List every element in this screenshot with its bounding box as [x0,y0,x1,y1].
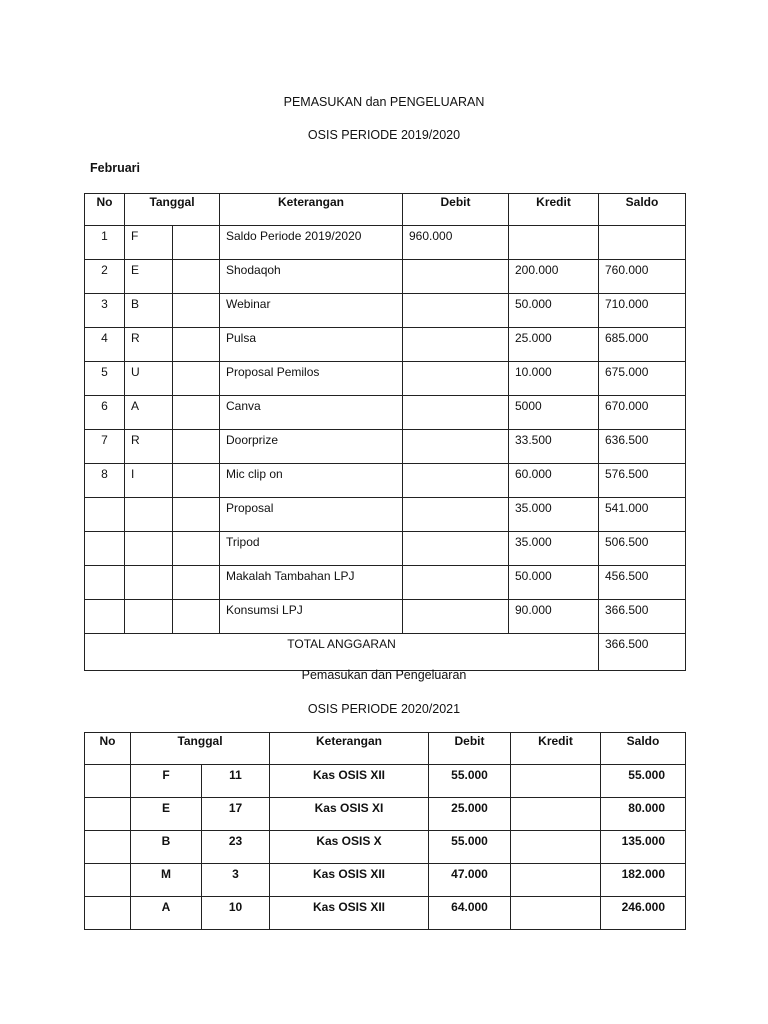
cell-saldo: 670.000 [599,396,686,430]
cell-tanggal-1: F [125,226,173,260]
cell-kredit: 35.000 [509,498,599,532]
cell-keterangan: Kas OSIS X [270,831,429,864]
cell-kredit: 50.000 [509,566,599,600]
cell-saldo: 55.000 [601,765,686,798]
cell-kredit: 35.000 [509,532,599,566]
cell-saldo: 576.500 [599,464,686,498]
cell-debit: 25.000 [429,798,511,831]
cell-debit [403,430,509,464]
cell-keterangan: Konsumsi LPJ [220,600,403,634]
cell-tanggal-2 [173,328,220,362]
cell-tanggal-2 [173,464,220,498]
section1-subtitle: OSIS PERIODE 2019/2020 [307,128,461,142]
cell-keterangan: Mic clip on [220,464,403,498]
cell-no [85,498,125,532]
cell-kredit [511,831,601,864]
cell-keterangan: Kas OSIS XI [270,798,429,831]
table-row [85,897,686,930]
cell-saldo: 80.000 [601,798,686,831]
table-row [85,765,686,798]
section2-subtitle: OSIS PERIODE 2020/2021 [307,702,461,716]
cell-saldo: 366.500 [599,600,686,634]
cell-saldo [599,226,686,260]
cell-debit: 960.000 [403,226,509,260]
cell-keterangan: Shodaqoh [220,260,403,294]
cell-tanggal-1: B [125,294,173,328]
cell-tanggal-1: F [131,765,202,798]
cell-tanggal-1: M [131,864,202,897]
cell-no: 1 [85,226,125,260]
cell-tanggal-1: U [125,362,173,396]
cell-tanggal-1: R [125,328,173,362]
cell-keterangan: Kas OSIS XII [270,765,429,798]
cell-saldo: 456.500 [599,566,686,600]
cell-tanggal-2: 17 [202,798,270,831]
cell-tanggal-2: 23 [202,831,270,864]
cell-tanggal-1: R [125,430,173,464]
cell-tanggal-2: 10 [202,897,270,930]
cell-tanggal-2 [173,566,220,600]
section1-title: PEMASUKAN dan PENGELUARAN [283,95,485,109]
table-row [85,532,686,566]
cell-tanggal-2 [173,532,220,566]
cell-no: 8 [85,464,125,498]
cell-debit [403,498,509,532]
cell-saldo: 685.000 [599,328,686,362]
cell-no [85,831,131,864]
table-row [85,798,686,831]
cell-kredit [511,864,601,897]
cell-no: 5 [85,362,125,396]
cell-tanggal-1 [125,532,173,566]
cell-debit [403,362,509,396]
month-label: Februari [90,161,141,175]
cell-debit [403,328,509,362]
table-row [85,294,686,328]
table-row [85,328,686,362]
cell-saldo: 506.500 [599,532,686,566]
table-header-row [85,194,686,226]
cell-keterangan: Doorprize [220,430,403,464]
cell-no [85,566,125,600]
cell-kredit: 25.000 [509,328,599,362]
header-kredit: Kredit [509,194,599,226]
cell-no [85,864,131,897]
cell-keterangan: Proposal [220,498,403,532]
table-row [85,396,686,430]
header-saldo: Saldo [599,194,686,226]
ledger-table-2019 [84,193,686,671]
cell-debit [403,396,509,430]
cell-kredit: 50.000 [509,294,599,328]
header-kredit: Kredit [511,733,601,765]
cell-kredit [511,897,601,930]
ledger-table-2020 [84,732,686,930]
cell-tanggal-2 [173,294,220,328]
table-row [85,464,686,498]
cell-kredit [511,765,601,798]
cell-tanggal-2 [173,260,220,294]
cell-tanggal-2 [173,362,220,396]
cell-saldo: 760.000 [599,260,686,294]
cell-tanggal-1: E [125,260,173,294]
cell-kredit: 10.000 [509,362,599,396]
cell-kredit [511,798,601,831]
cell-debit [403,260,509,294]
cell-keterangan: Webinar [220,294,403,328]
cell-no: 7 [85,430,125,464]
cell-tanggal-2: 11 [202,765,270,798]
header-no: No [85,733,131,765]
header-saldo: Saldo [601,733,686,765]
cell-kredit: 60.000 [509,464,599,498]
cell-no: 6 [85,396,125,430]
cell-kredit [509,226,599,260]
cell-tanggal-1: E [131,798,202,831]
cell-saldo: 541.000 [599,498,686,532]
cell-debit: 55.000 [429,831,511,864]
table-row [85,831,686,864]
cell-no [85,600,125,634]
cell-tanggal-2 [173,430,220,464]
cell-no [85,897,131,930]
cell-tanggal-2 [173,600,220,634]
total-value: 366.500 [599,634,686,671]
total-row [85,634,686,671]
header-keterangan: Keterangan [220,194,403,226]
cell-saldo: 636.500 [599,430,686,464]
section2-title: Pemasukan dan Pengeluaran [301,668,467,682]
header-debit: Debit [403,194,509,226]
cell-kredit: 200.000 [509,260,599,294]
cell-tanggal-2 [173,226,220,260]
header-debit: Debit [429,733,511,765]
cell-keterangan: Tripod [220,532,403,566]
cell-debit [403,566,509,600]
header-keterangan: Keterangan [270,733,429,765]
table-row [85,600,686,634]
cell-keterangan: Kas OSIS XII [270,864,429,897]
cell-keterangan: Canva [220,396,403,430]
cell-keterangan: Makalah Tambahan LPJ [220,566,403,600]
cell-kredit: 90.000 [509,600,599,634]
header-no: No [85,194,125,226]
cell-tanggal-1: I [125,464,173,498]
cell-debit [403,464,509,498]
table-header-row [85,733,686,765]
table-row [85,566,686,600]
cell-saldo: 675.000 [599,362,686,396]
cell-debit: 55.000 [429,765,511,798]
cell-no [85,532,125,566]
cell-kredit: 5000 [509,396,599,430]
table-row [85,498,686,532]
cell-tanggal-2 [173,396,220,430]
cell-keterangan: Proposal Pemilos [220,362,403,396]
cell-no: 3 [85,294,125,328]
total-label: TOTAL ANGGARAN [85,634,599,671]
cell-debit [403,532,509,566]
cell-tanggal-1: A [131,897,202,930]
cell-tanggal-1: A [125,396,173,430]
table-row [85,430,686,464]
table-row [85,362,686,396]
header-tanggal: Tanggal [125,194,220,226]
cell-keterangan: Saldo Periode 2019/2020 [220,226,403,260]
cell-tanggal-1 [125,498,173,532]
table-row [85,864,686,897]
cell-tanggal-2: 3 [202,864,270,897]
cell-tanggal-1: B [131,831,202,864]
cell-debit [403,294,509,328]
cell-debit: 64.000 [429,897,511,930]
cell-no: 4 [85,328,125,362]
cell-kredit: 33.500 [509,430,599,464]
cell-no [85,765,131,798]
table-row [85,260,686,294]
cell-tanggal-1 [125,600,173,634]
cell-keterangan: Kas OSIS XII [270,897,429,930]
cell-saldo: 710.000 [599,294,686,328]
cell-tanggal-1 [125,566,173,600]
header-tanggal: Tanggal [131,733,270,765]
cell-saldo: 135.000 [601,831,686,864]
cell-saldo: 182.000 [601,864,686,897]
cell-keterangan: Pulsa [220,328,403,362]
cell-saldo: 246.000 [601,897,686,930]
cell-no [85,798,131,831]
cell-no: 2 [85,260,125,294]
cell-tanggal-2 [173,498,220,532]
table-row [85,226,686,260]
cell-debit [403,600,509,634]
cell-debit: 47.000 [429,864,511,897]
